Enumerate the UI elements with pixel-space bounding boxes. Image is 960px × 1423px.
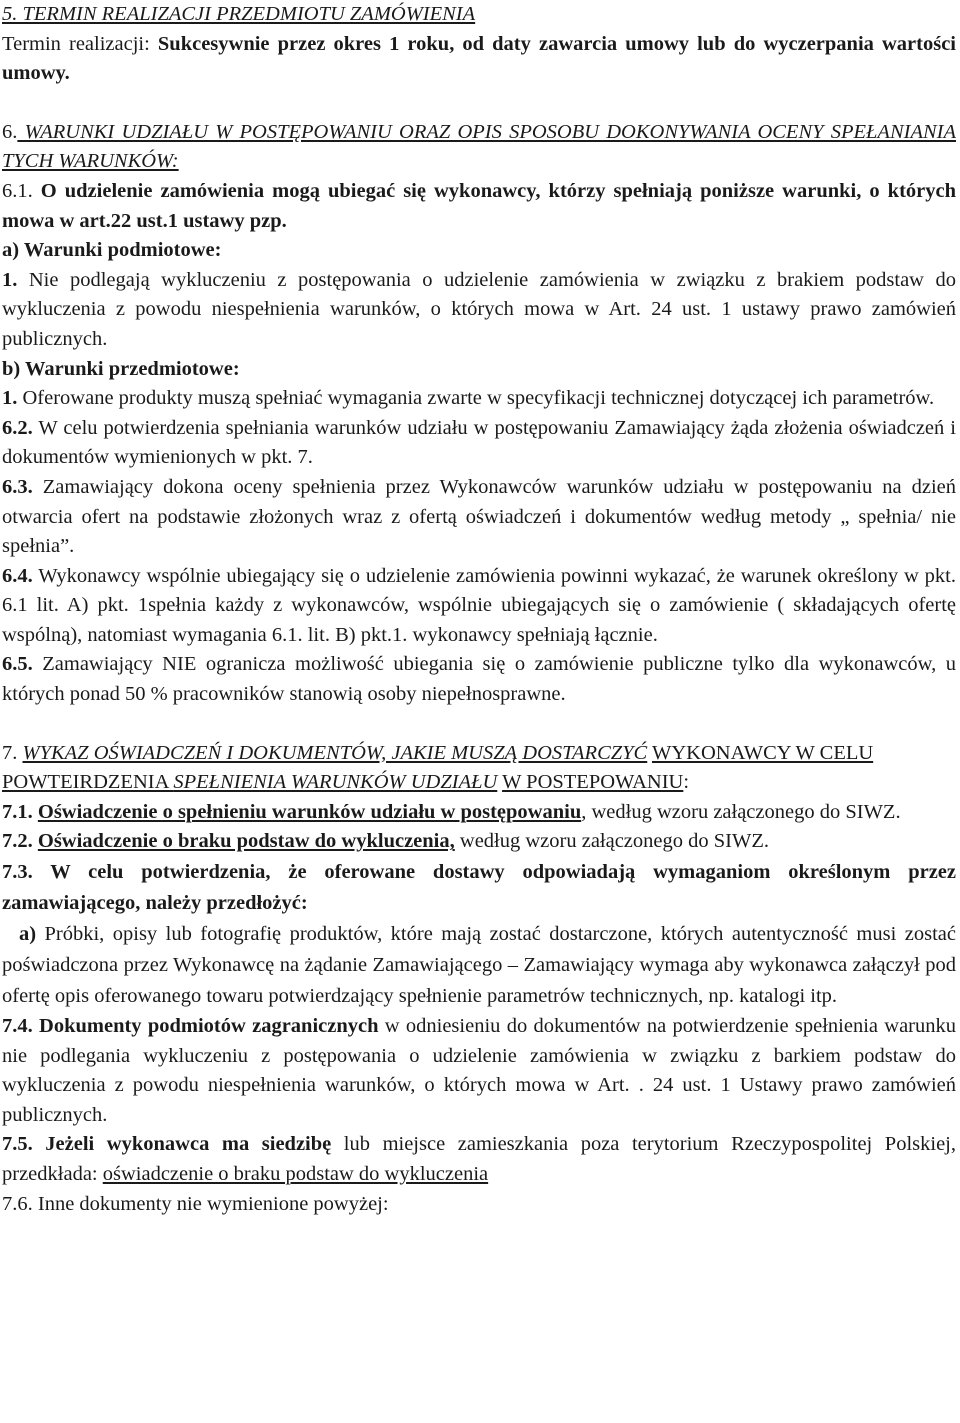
point-6-2-number: 6.2. — [2, 416, 33, 439]
point-7-2-number: 7.2. — [2, 830, 33, 853]
point-7-2-text: według wzoru załączonego do SIWZ. — [454, 830, 769, 853]
point-7-1-title: Oświadczenie o spełnieniu warunków udziału w postępowaniu — [37, 800, 582, 823]
section-6-heading — [2, 118, 956, 177]
point-7-3-a — [2, 919, 956, 1012]
point-7-3 — [2, 857, 956, 919]
point-6-5-number: 6.5. — [2, 653, 33, 676]
section-7-title-d: W POSTEPOWANIU — [502, 771, 684, 794]
point-7-2 — [2, 827, 956, 857]
point-7-1-number: 7.1. — [2, 800, 33, 823]
point-6-5 — [2, 650, 956, 709]
point-6-3 — [2, 473, 956, 562]
point-7-5 — [2, 1130, 956, 1189]
section-6-title: WARUNKI UDZIAŁU W POSTĘPOWANIU ORAZ OPIS SPOSOBU DOKONYWANIA OCENY SPEŁANIANIA TYCH WARUNKÓW: — [2, 120, 956, 173]
point-7-3-number: 7.3. — [2, 861, 33, 884]
label-a: a) Warunki podmiotowe: — [2, 239, 222, 262]
section-7-number: 7. — [2, 741, 23, 764]
point-7-4 — [2, 1012, 956, 1130]
condition-b1-text: Oferowane produkty muszą spełniać wymagania zwarte w specyfikacji technicznej dotyczącej ich parametrów. — [17, 387, 935, 410]
subjective-condition-1 — [2, 266, 956, 355]
label-b: b) Warunki przedmiotowe: — [2, 357, 240, 380]
section-5-heading — [2, 0, 956, 30]
point-7-5-title: Jeżeli wykonawca ma siedzibę — [32, 1133, 332, 1156]
point-6-1-number: 6.1. — [2, 179, 33, 202]
point-6-3-number: 6.3. — [2, 475, 33, 498]
section-7-title-b: WYKONAWCY W CELU POWTEIRDZENIA — [2, 741, 874, 794]
condition-b1-number: 1. — [2, 387, 18, 410]
section-7-title-a: WYKAZ OŚWIADCZEŃ I DOKUMENTÓW, JAKIE MUSZĄ DOSTARCZYĆ — [22, 741, 648, 764]
point-6-5-text: Zamawiający NIE ogranicza możliwość ubiegania się o zamówienie publiczne tylko dla wykonawców, u których ponad 50 % pracowników stanowią osoby niepełnosprawne. — [2, 653, 956, 706]
point-7-4-text: w odniesieniu do dokumentów na potwierdzenie spełnienia warunku nie podlegania wykluczeniu z postępowania o udzielenie zamówienia w związku z barkiem podstaw do wykluczenia z powodu niespełnienia warunków, o których mowa w Art. . 24 ust. 1 Ustawy prawo zamówień publicznych. — [2, 1015, 957, 1126]
point-7-3-text: W celu potwierdzenia, że oferowane dostawy odpowiadają wymaganiom określonym przez zamawiającego, należy przedłożyć: — [2, 861, 956, 915]
section-6-number: 6. — [2, 120, 18, 143]
point-7-5-number: 7.5. — [2, 1133, 33, 1156]
point-6-4-text: Wykonawcy wspólnie ubiegający się o udzielenie zamówienia powinni wykazać, że warunek określony w pkt. 6.1 lit. A) pkt. 1spełnia każdy z wykonawców, wspólnie ubiegających się o zamówienie ( składających ofertę wspólną), natomiast wymagania 6.1. lit. B) pkt.1. wykonawcy spełniają łącznie. — [2, 564, 956, 646]
deadline-label: Termin realizacji: — [2, 32, 158, 55]
point-7-2-title: Oświadczenie o braku podstaw do wykluczenia, — [37, 830, 455, 853]
point-6-4-number: 6.4. — [2, 564, 33, 587]
objective-condition-1 — [2, 384, 956, 414]
section-7-title-colon: : — [683, 771, 690, 794]
point-7-3-a-text: Próbki, opisy lub fotografię produktów, które mają zostać dostarczone, których autentyczność musi zostać poświadczona przez Wykonawcę na żądanie Zamawiającego – Zamawiający wymaga aby wykonawca załączył pod ofertę opis oferowanego towaru potwierdzający spełnienie parametrów technicznych, np. katalogi itp. — [2, 923, 956, 1008]
point-6-2 — [2, 414, 956, 473]
point-7-6 — [2, 1190, 956, 1220]
point-6-1-text: O udzielenie zamówienia mogą ubiegać się wykonawcy, którzy spełniają poniższe warunki, o których mowa w art.22 ust.1 ustawy pzp. — [2, 179, 956, 232]
section-5-title: 5. TERMIN REALIZACJI PRZEDMIOTU ZAMÓWIENIA — [2, 3, 476, 25]
point-7-5-text: lub miejsce zamieszkania poza terytorium Rzeczypospolitej Polskiej, przedkłada: — [2, 1133, 956, 1185]
point-7-6-text: 7.6. Inne dokumenty nie wymienione powyżej: — [2, 1192, 389, 1215]
section-5-body — [2, 30, 956, 89]
deadline-value: Sukcesywnie przez okres 1 roku, od daty zawarcia umowy lub do wyczerpania wartości umowy. — [2, 32, 956, 85]
condition-a1-text: Nie podlegają wykluczeniu z postępowania o udzielenie zamówienia w związku z brakiem podstaw do wykluczenia z powodu niespełnienia warunków, o których mowa w Art. 24 ust. 1 ustawy prawo zamówień publicznych. — [2, 268, 956, 350]
point-7-3-a-label: a) — [18, 923, 37, 946]
section-7-title-c: SPEŁNIENIA WARUNKÓW UDZIAŁU — [173, 771, 498, 794]
point-7-5-link: oświadczenie o braku podstaw do wykluczenia — [102, 1163, 489, 1185]
objective-conditions-label — [2, 355, 956, 385]
point-6-3-text: Zamawiający dokona oceny spełnienia przez Wykonawców warunków udziału w postępowaniu na dzień otwarcia ofert na podstawie złożonych wraz z ofertą oświadczeń i dokumentów według metody „ spełnia/ nie spełnia”. — [2, 475, 956, 558]
subjective-conditions-label — [2, 236, 956, 266]
point-7-4-title: Dokumenty podmiotów zagranicznych — [32, 1015, 379, 1038]
point-7-1 — [2, 798, 956, 828]
point-6-2-text: W celu potwierdzenia spełniania warunków udziału w postępowaniu Zamawiający żąda złożenia oświadczeń i dokumentów wymienionych w pkt. 7. — [2, 416, 956, 469]
point-6-1 — [2, 177, 956, 236]
condition-a1-number: 1. — [2, 268, 18, 291]
section-7-heading — [2, 739, 956, 798]
point-7-4-number: 7.4. — [2, 1015, 33, 1038]
point-7-1-text: , według wzoru załączonego do SIWZ. — [581, 800, 901, 823]
point-6-4 — [2, 562, 956, 651]
